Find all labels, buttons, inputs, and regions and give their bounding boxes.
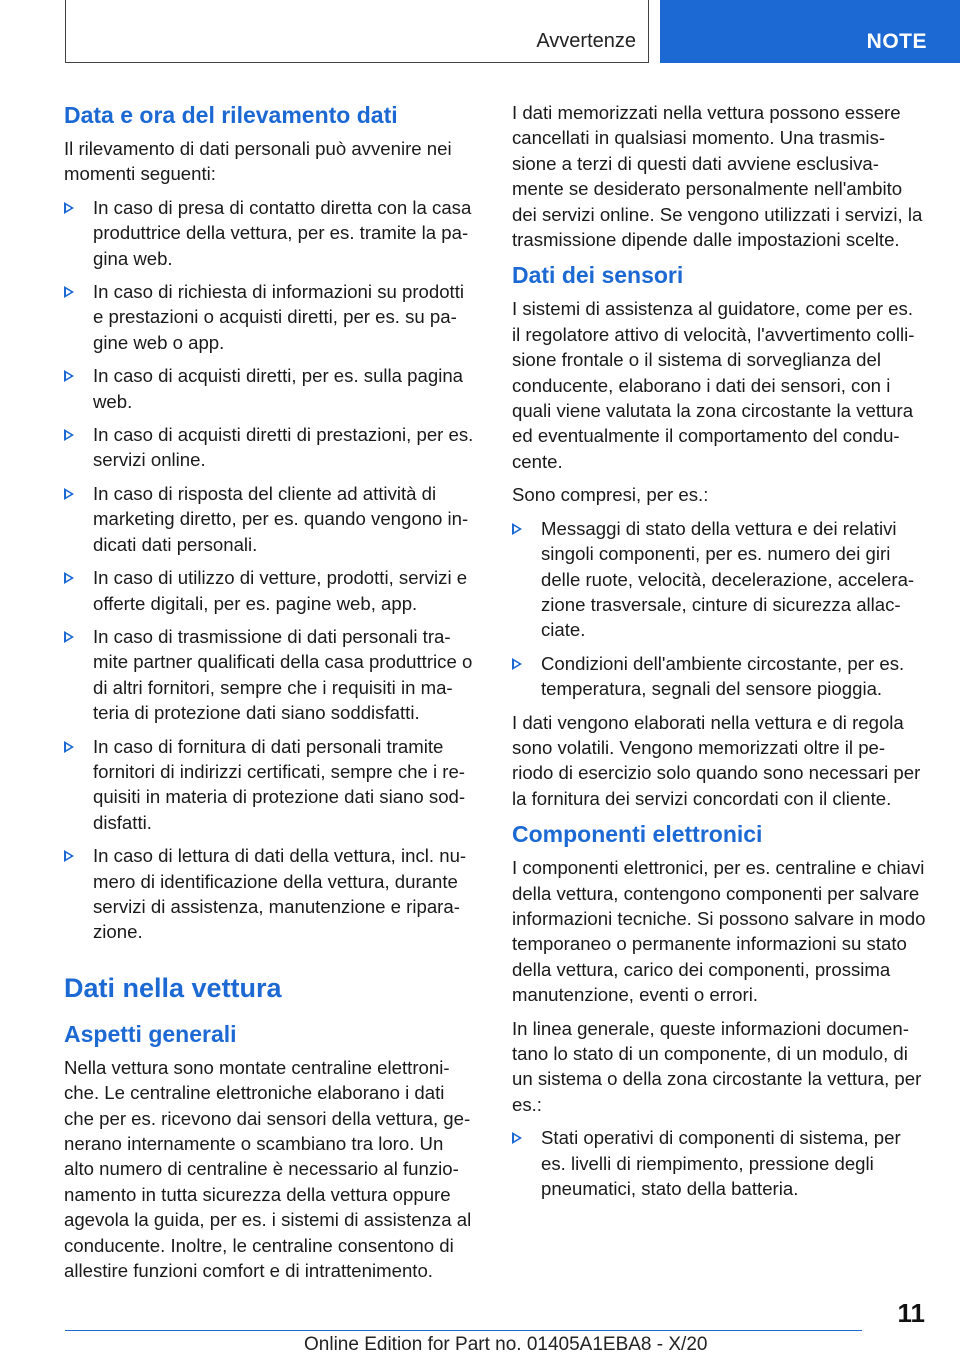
list-item-text: Stati operativi di componenti di sistema, per es. livelli di riempimento, pressione degli pneumatici, stato della batteria. bbox=[541, 1127, 901, 1200]
list-item bbox=[64, 422, 478, 473]
bullet-list-componenti bbox=[512, 1125, 926, 1201]
right-column bbox=[512, 100, 926, 1209]
list-item bbox=[64, 843, 478, 945]
paragraph-sensori: I sistemi di assistenza al guidatore, come per es. il regolatore attivo di velocità, l'avvertimento colli-sione frontale o il sistema di sorveglianza del conducente, elaborano i dati dei sensori, con i quali viene valutata la zona circostante la vettura ed eventualmente il comportamento del condu-cente. bbox=[512, 298, 915, 472]
list-item-text: In caso di acquisti diretti, per es. sulla pagina web. bbox=[93, 365, 464, 412]
left-column bbox=[64, 100, 478, 1291]
paragraph-intro: Il rilevamento di dati personali può avvenire nei momenti seguenti: bbox=[64, 138, 452, 185]
heading-componenti: Componenti elettronici bbox=[512, 821, 763, 848]
list-item bbox=[64, 624, 478, 726]
triangle-bullet-icon bbox=[64, 370, 74, 382]
list-item-text: In caso di richiesta di informazioni su prodotti e prestazioni o acquisti diretti, per es. su pa-gine web o app. bbox=[93, 281, 465, 353]
list-item bbox=[64, 195, 478, 271]
heading-dati-sensori: Dati dei sensori bbox=[512, 262, 684, 289]
list-item-text: Messaggi di stato della vettura e dei relativi singoli componenti, per es. numero dei giri delle ruote, velocità, decelerazione, accelera-zione trasversale, cinture di sicurezza allac-ciate. bbox=[541, 517, 915, 641]
list-item bbox=[512, 651, 926, 702]
paragraph-memorizzati: I dati memorizzati nella vettura possono essere cancellati in qualsiasi momento. Una trasmis-sione a terzi di questi dati avviene esclusiva-mente se desiderato personalmente nell'ambito dei servizi online. Se vengono utilizzati i servizi, la trasmissione dipende dalle impostazioni scelte. bbox=[512, 102, 923, 251]
paragraph-aspetti: Nella vettura sono montate centraline elettroni-che. Le centraline elettroniche elaborano i dati che per es. ricevono dai sensori della vettura, ge-nerano internamente o scambiano tra loro. Un alto numero di centraline è necessario al funzio-namento in tutta sicurezza della vettura oppure agevola la guida, per es. i sistemi di assistenza al conducente. Inoltre, le centraline consentono di allestire funzioni comfort e di intrattenimento. bbox=[64, 1056, 472, 1282]
header-section-box bbox=[65, 0, 649, 63]
paragraph-compresi: Sono compresi, per es.: bbox=[512, 484, 709, 506]
list-item bbox=[64, 734, 478, 836]
triangle-bullet-icon bbox=[64, 488, 74, 500]
triangle-bullet-icon bbox=[512, 1132, 522, 1144]
list-item-text: Condizioni dell'ambiente circostante, per es. temperatura, segnali del sensore pioggia. bbox=[541, 652, 905, 700]
list-item bbox=[64, 363, 478, 414]
heading-dati-vettura: Dati nella vettura bbox=[64, 972, 282, 1003]
header-chapter-tab[interactable] bbox=[660, 0, 960, 63]
list-item-text: In caso di lettura di dati della vettura, incl. nu-mero di identificazione della vettura, durante servizi di assistenza, manutenzione e ripara-zione. bbox=[93, 845, 467, 943]
list-item bbox=[64, 279, 478, 355]
list-item bbox=[64, 565, 478, 616]
paragraph-generale: In linea generale, queste informazioni documen-tano lo stato di un componente, di un modulo, di un sistema o della zona circostante la vettura, per es.: bbox=[512, 1017, 922, 1115]
triangle-bullet-icon bbox=[64, 429, 74, 441]
triangle-bullet-icon bbox=[64, 572, 74, 584]
triangle-bullet-icon bbox=[64, 631, 74, 643]
footer-divider bbox=[65, 1330, 862, 1331]
list-item bbox=[64, 481, 478, 557]
footer-edition: Online Edition for Part no. 01405A1EBA8 - X/20 bbox=[304, 1334, 708, 1355]
list-item bbox=[512, 516, 926, 643]
heading-data-ora: Data e ora del rilevamento dati bbox=[64, 102, 398, 128]
triangle-bullet-icon bbox=[64, 286, 74, 298]
list-item-text: In caso di acquisti diretti di prestazioni, per es. servizi online. bbox=[93, 424, 474, 471]
list-item-text: In caso di utilizzo di vetture, prodotti, servizi e offerte digitali, per es. pagine web, app. bbox=[93, 567, 468, 614]
heading-aspetti-generali: Aspetti generali bbox=[64, 1020, 237, 1047]
bullet-list-rilevamento bbox=[64, 195, 478, 945]
triangle-bullet-icon bbox=[64, 202, 74, 214]
paragraph-elaborati: I dati vengono elaborati nella vettura e di regola sono volatili. Vengono memorizzati oltre il pe-riodo di esercizio solo quando sono necessari per la fornitura dei servizi concordati con il cliente. bbox=[512, 711, 921, 809]
list-item-text: In caso di fornitura di dati personali tramite fornitori di indirizzi certificati, sempre che i re-quisiti in materia di protezione dati siano sod-disfatti. bbox=[93, 735, 466, 833]
triangle-bullet-icon bbox=[512, 523, 522, 535]
triangle-bullet-icon bbox=[64, 850, 74, 862]
page-number: 11 bbox=[897, 1298, 925, 1328]
bullet-list-sensori bbox=[512, 516, 926, 702]
list-item-text: In caso di risposta del cliente ad attività di marketing diretto, per es. quando vengono in-dicati dati personali. bbox=[93, 482, 469, 555]
triangle-bullet-icon bbox=[64, 741, 74, 753]
header-chapter-label: NOTE bbox=[866, 30, 927, 53]
paragraph-componenti: I componenti elettronici, per es. centraline e chiavi della vettura, contengono componenti per salvare informazioni tecniche. Si possono salvare in modo temporaneo o permanente informazioni su stato della vettura, carico dei componenti, prossima manutenzione, eventi o errori. bbox=[512, 857, 926, 1006]
list-item-text: In caso di presa di contatto diretta con la casa produttrice della vettura, per es. tramite la pa-gina web. bbox=[93, 196, 472, 269]
header-section-title: Avvertenze bbox=[536, 30, 636, 52]
triangle-bullet-icon bbox=[512, 658, 522, 670]
list-item bbox=[512, 1125, 926, 1201]
list-item-text: In caso di trasmissione di dati personali tra-mite partner qualificati della casa produttrice o di altri fornitori, sempre che i requisiti in ma-teria di protezione dati siano soddisfatti. bbox=[93, 625, 473, 724]
